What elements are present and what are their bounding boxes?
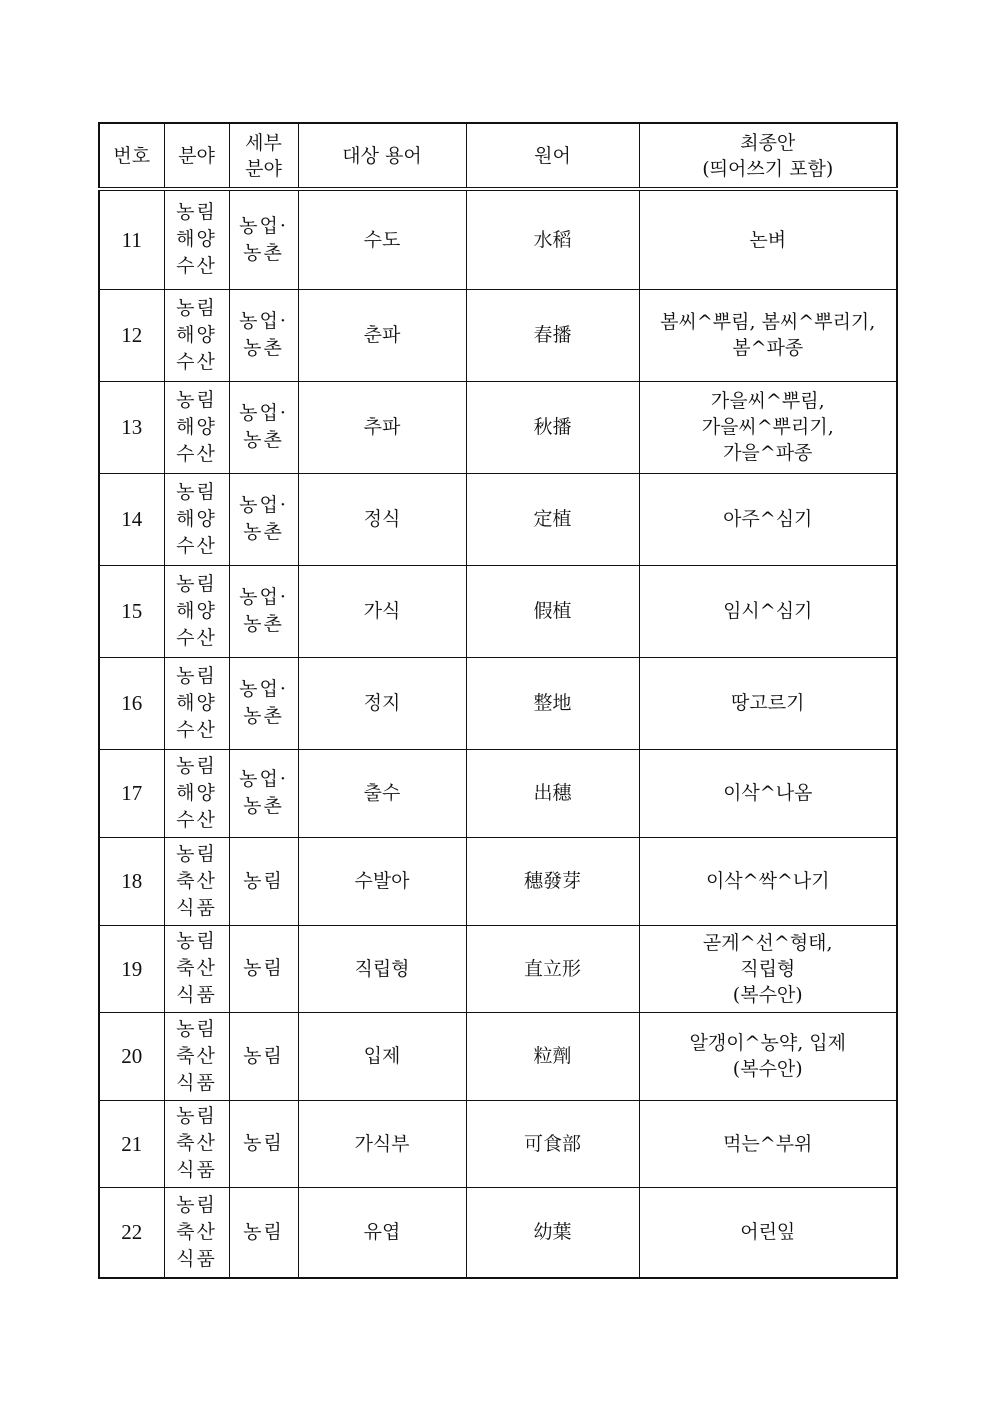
final-cell xyxy=(639,837,897,925)
origin-cell: 幼葉 xyxy=(466,1187,639,1278)
field-cell xyxy=(164,473,229,565)
field-line: 수산 xyxy=(176,718,217,741)
field-line: 수산 xyxy=(176,442,217,465)
origin-cell: 假植 xyxy=(466,565,639,657)
row-number: 20 xyxy=(99,1012,164,1100)
row-number: 21 xyxy=(99,1100,164,1187)
field-line: 식품 xyxy=(176,984,217,1006)
final-line: 곧게^선^형태, xyxy=(702,931,833,954)
field-cell xyxy=(164,289,229,381)
row-number: 13 xyxy=(99,381,164,473)
term-cell: 정지 xyxy=(298,657,466,749)
header-final-line: (띄어쓰기 포함) xyxy=(702,157,834,180)
sub-field-cell xyxy=(229,749,298,837)
final-line: (복수안) xyxy=(732,983,803,1006)
final-line: 땅고르기 xyxy=(731,692,805,714)
field-line: 해양 xyxy=(176,415,217,438)
sub-field-cell xyxy=(229,1187,298,1278)
sub-field-cell xyxy=(229,565,298,657)
row-number: 18 xyxy=(99,837,164,925)
field-line: 해양 xyxy=(176,228,217,251)
field-line: 수산 xyxy=(176,534,217,557)
term-cell: 직립형 xyxy=(298,925,466,1012)
origin-cell: 粒劑 xyxy=(466,1012,639,1100)
field-cell xyxy=(164,565,229,657)
final-cell xyxy=(639,289,897,381)
term-cell: 정식 xyxy=(298,473,466,565)
sub-field-cell xyxy=(229,925,298,1012)
row-number: 14 xyxy=(99,473,164,565)
field-line: 축산 xyxy=(176,957,217,979)
sub-field-cell xyxy=(229,189,298,289)
sub-field-line: 농림 xyxy=(243,869,284,892)
table-row xyxy=(99,565,897,657)
field-line: 해양 xyxy=(176,507,217,530)
table-row xyxy=(99,381,897,473)
table-row xyxy=(99,1187,897,1278)
term-cell: 추파 xyxy=(298,381,466,473)
sub-field-line: 농업· xyxy=(239,310,288,332)
origin-cell: 秋播 xyxy=(466,381,639,473)
field-line: 해양 xyxy=(176,781,217,804)
field-line: 농림 xyxy=(176,1105,217,1127)
final-cell xyxy=(639,381,897,473)
sub-field-line: 농촌 xyxy=(243,613,284,635)
final-line: 봄씨^뿌림, 봄씨^뿌리기, xyxy=(660,311,876,333)
term-cell: 입제 xyxy=(298,1012,466,1100)
term-cell: 수발아 xyxy=(298,837,466,925)
sub-field-line: 농업· xyxy=(239,586,288,608)
origin-cell: 直立形 xyxy=(466,925,639,1012)
field-line: 축산 xyxy=(176,1132,217,1154)
sub-field-cell xyxy=(229,473,298,565)
final-line: 어린잎 xyxy=(740,1221,796,1244)
row-number: 11 xyxy=(99,189,164,289)
origin-cell: 整地 xyxy=(466,657,639,749)
term-cell: 춘파 xyxy=(298,289,466,381)
sub-field-line: 농촌 xyxy=(243,795,284,817)
row-number: 12 xyxy=(99,289,164,381)
sub-field-line: 농업· xyxy=(239,494,288,516)
row-number: 19 xyxy=(99,925,164,1012)
table-row xyxy=(99,1012,897,1100)
sub-field-line: 농촌 xyxy=(243,705,284,727)
field-cell xyxy=(164,1187,229,1278)
origin-cell: 穗發芽 xyxy=(466,837,639,925)
origin-cell: 可食部 xyxy=(466,1100,639,1187)
final-cell xyxy=(639,1012,897,1100)
final-cell xyxy=(639,1100,897,1187)
field-line: 농림 xyxy=(176,1017,217,1040)
final-line: 직립형 xyxy=(740,957,796,980)
final-cell xyxy=(639,657,897,749)
row-number: 15 xyxy=(99,565,164,657)
table-header-row xyxy=(99,123,897,189)
row-number: 17 xyxy=(99,749,164,837)
field-line: 농림 xyxy=(176,1193,217,1216)
header-term: 대상 용어 xyxy=(298,123,466,189)
field-line: 해양 xyxy=(176,323,217,346)
sub-field-line: 농림 xyxy=(243,1220,284,1243)
final-line: (복수안) xyxy=(732,1058,803,1080)
table-row xyxy=(99,925,897,1012)
table-row xyxy=(99,657,897,749)
final-cell xyxy=(639,189,897,289)
field-line: 식품 xyxy=(176,896,217,919)
final-cell xyxy=(639,749,897,837)
sub-field-cell xyxy=(229,657,298,749)
term-cell: 가식 xyxy=(298,565,466,657)
header-origin: 원어 xyxy=(466,123,639,189)
term-cell: 가식부 xyxy=(298,1100,466,1187)
sub-field-line: 농림 xyxy=(243,1044,284,1067)
table-row xyxy=(99,189,897,289)
final-line: 이삭^나옴 xyxy=(723,782,813,804)
header-sub-field-line: 세부 xyxy=(245,131,282,154)
term-cell: 출수 xyxy=(298,749,466,837)
table-row xyxy=(99,473,897,565)
field-cell xyxy=(164,381,229,473)
field-line: 해양 xyxy=(176,599,217,622)
final-cell xyxy=(639,925,897,1012)
header-final xyxy=(639,123,897,189)
field-line: 농림 xyxy=(176,296,217,319)
sub-field-line: 농업· xyxy=(239,678,288,700)
field-line: 축산 xyxy=(176,1044,217,1067)
final-line: 임시^심기 xyxy=(723,600,813,622)
field-line: 농림 xyxy=(176,754,217,777)
field-cell xyxy=(164,657,229,749)
field-line: 수산 xyxy=(176,808,217,831)
sub-field-cell xyxy=(229,1100,298,1187)
table-row xyxy=(99,837,897,925)
final-line: 논벼 xyxy=(749,228,787,251)
terminology-table xyxy=(98,122,898,1279)
sub-field-line: 농촌 xyxy=(243,429,284,451)
final-line: 가을씨^뿌림, xyxy=(710,390,825,412)
field-line: 농림 xyxy=(176,480,217,503)
field-cell xyxy=(164,837,229,925)
field-line: 식품 xyxy=(176,1071,217,1094)
final-cell xyxy=(639,473,897,565)
table-row xyxy=(99,289,897,381)
field-line: 수산 xyxy=(176,626,217,649)
header-sub-field-line: 분야 xyxy=(245,157,282,180)
final-line: 아주^심기 xyxy=(723,508,813,530)
header-sub-field xyxy=(229,123,298,189)
field-line: 농림 xyxy=(176,930,217,952)
origin-cell: 水稻 xyxy=(466,189,639,289)
sub-field-cell xyxy=(229,289,298,381)
field-line: 농림 xyxy=(176,664,217,687)
field-line: 농림 xyxy=(176,201,217,224)
table-row xyxy=(99,749,897,837)
sub-field-line: 농촌 xyxy=(243,337,284,359)
field-cell xyxy=(164,925,229,1012)
header-no: 번호 xyxy=(99,123,164,189)
field-line: 식품 xyxy=(176,1247,217,1270)
term-cell: 수도 xyxy=(298,189,466,289)
field-cell xyxy=(164,749,229,837)
field-cell xyxy=(164,1100,229,1187)
final-line: 가을씨^뿌리기, xyxy=(701,416,834,438)
field-line: 수산 xyxy=(176,350,217,373)
row-number: 22 xyxy=(99,1187,164,1278)
final-line: 먹는^부위 xyxy=(723,1132,813,1155)
field-line: 농림 xyxy=(176,572,217,595)
field-line: 농림 xyxy=(176,842,217,865)
field-line: 축산 xyxy=(176,1220,217,1243)
header-field: 분야 xyxy=(164,123,229,189)
field-cell xyxy=(164,1012,229,1100)
sub-field-line: 농림 xyxy=(243,1132,284,1154)
sub-field-line: 농촌 xyxy=(243,241,284,264)
sub-field-line: 농업· xyxy=(239,214,288,237)
origin-cell: 出穗 xyxy=(466,749,639,837)
field-line: 해양 xyxy=(176,691,217,714)
final-cell xyxy=(639,565,897,657)
field-line: 식품 xyxy=(176,1159,217,1181)
sub-field-line: 농림 xyxy=(243,957,284,979)
origin-cell: 定植 xyxy=(466,473,639,565)
final-line: 봄^파종 xyxy=(732,337,804,359)
final-cell xyxy=(639,1187,897,1278)
term-cell: 유엽 xyxy=(298,1187,466,1278)
final-line: 알갱이^농약, 입제 xyxy=(689,1032,846,1054)
table-row xyxy=(99,1100,897,1187)
field-cell xyxy=(164,189,229,289)
field-line: 수산 xyxy=(176,255,217,278)
sub-field-line: 농촌 xyxy=(243,521,284,543)
row-number: 16 xyxy=(99,657,164,749)
sub-field-cell xyxy=(229,381,298,473)
sub-field-cell xyxy=(229,837,298,925)
header-final-line: 최종안 xyxy=(740,131,796,154)
field-line: 농림 xyxy=(176,388,217,411)
final-line: 가을^파종 xyxy=(723,442,813,464)
final-line: 이삭^싹^나기 xyxy=(705,870,830,892)
sub-field-line: 농업· xyxy=(239,402,288,424)
field-line: 축산 xyxy=(176,869,217,892)
sub-field-line: 농업· xyxy=(239,768,288,790)
origin-cell: 春播 xyxy=(466,289,639,381)
sub-field-cell xyxy=(229,1012,298,1100)
